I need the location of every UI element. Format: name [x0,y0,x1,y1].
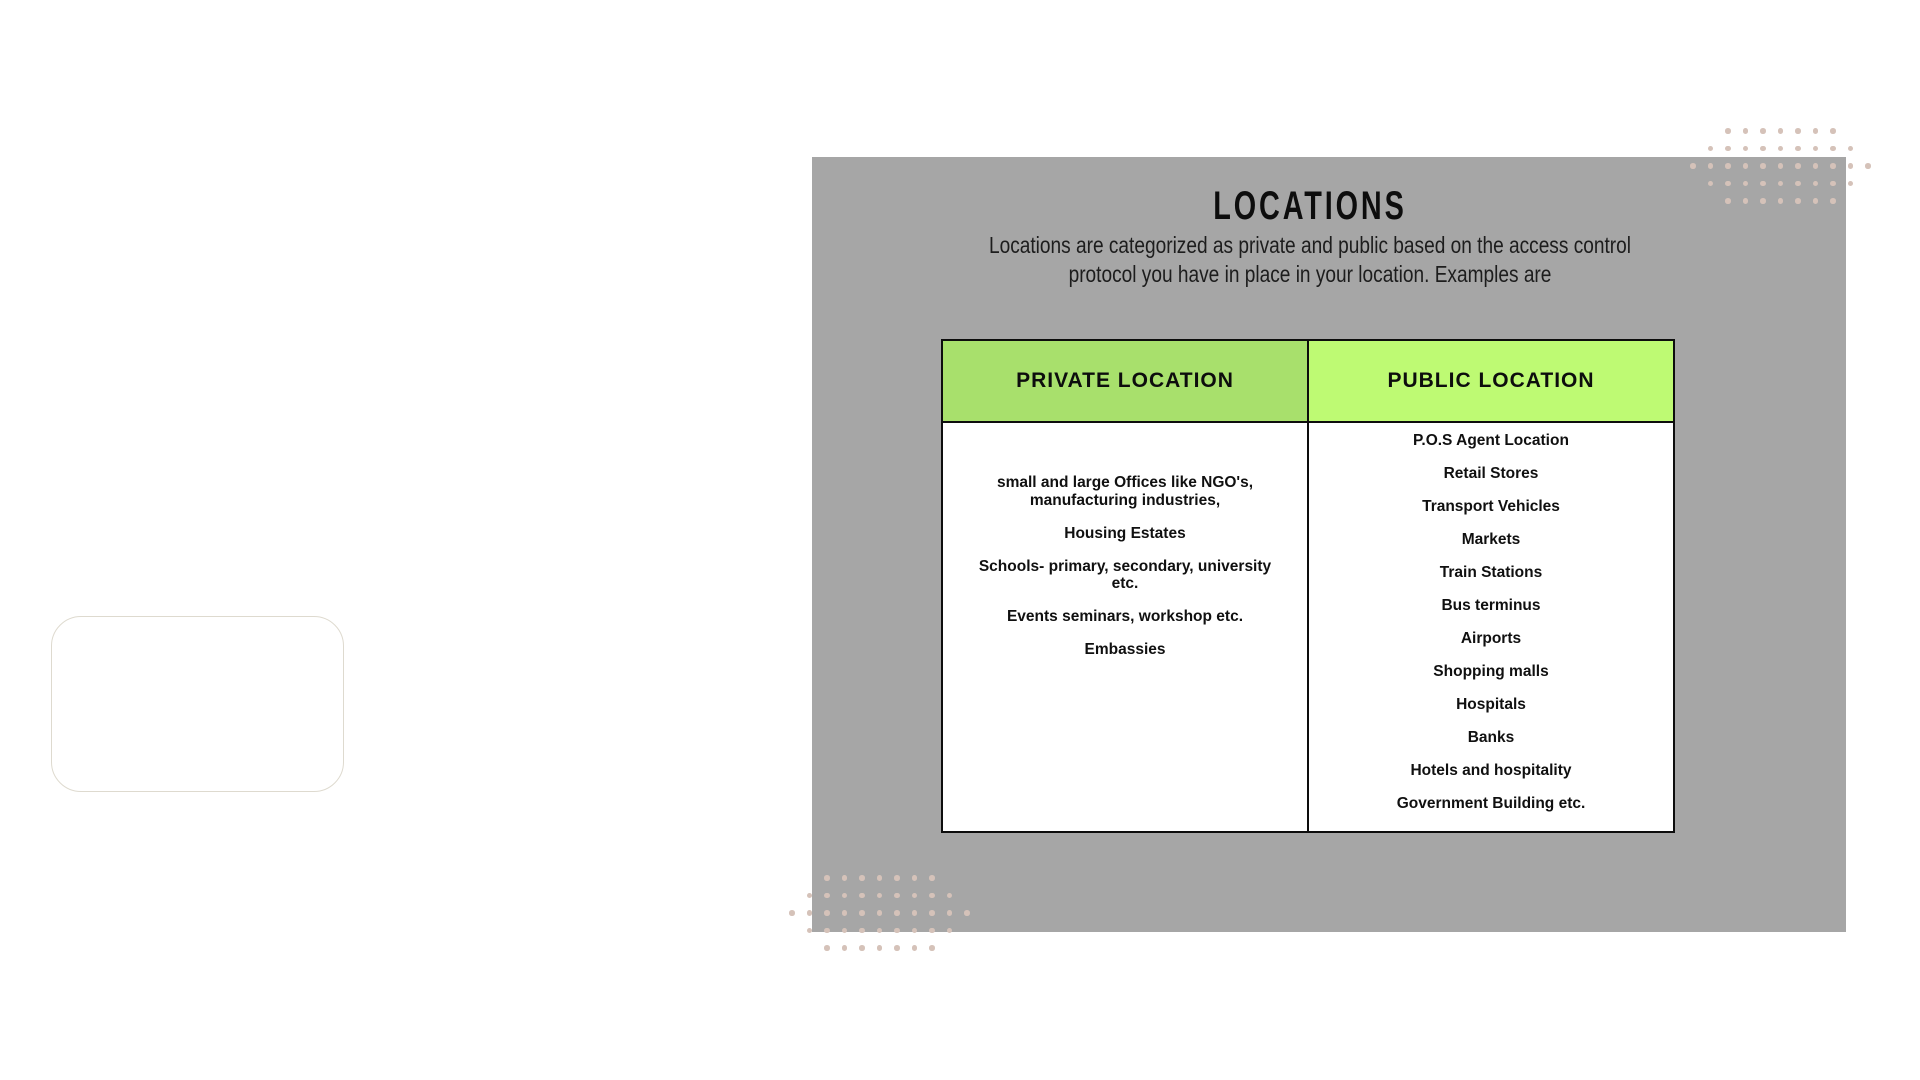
dot [1778,146,1784,152]
dot [842,928,848,934]
location-item-line: small and large Offices like NGO's, [996,474,1254,491]
dot [1848,181,1854,187]
location-item-line: Airports [1460,630,1522,647]
dot [877,945,883,951]
location-item-line: Hospitals [1456,696,1526,713]
dot [1743,198,1749,204]
dot [824,928,830,934]
dot-row [807,928,953,934]
public-location-header: PUBLIC LOCATION [1307,341,1673,421]
dot [929,910,935,916]
dot [877,875,883,881]
dot [964,910,970,916]
location-item [1309,597,1673,615]
dot [842,875,848,881]
page-subtitle [910,231,1710,288]
dot [1778,198,1784,204]
location-item-line: Shopping malls [1433,663,1549,680]
table-header-row [943,341,1673,423]
location-item [1309,729,1673,747]
dot [842,893,848,899]
location-item-line: Bus terminus [1441,597,1541,614]
dot [1760,181,1766,187]
dot [1725,181,1731,187]
location-item-line: Housing Estates [1064,524,1186,542]
dot [1848,163,1854,169]
dot-row [789,910,970,916]
location-item-line: Government Building etc. [1396,795,1586,812]
dot [1813,163,1819,169]
location-item-line: manufacturing industries, [1029,491,1221,509]
location-item [1309,498,1673,516]
locations-table [941,339,1675,833]
location-item [943,641,1307,659]
dot [912,910,918,916]
dot-pattern-bottom-left [789,875,970,951]
dot [947,910,953,916]
location-item-line: Banks [1467,729,1515,746]
page-title: LOCATIONS [1213,184,1407,228]
location-item [1309,465,1673,483]
dot [947,928,953,934]
location-item [1309,630,1673,648]
location-item-line: etc. [1111,575,1139,592]
location-item-line: Transport Vehicles [1422,498,1560,515]
dot [1690,163,1696,169]
dot [912,875,918,881]
dot [1813,146,1819,152]
dot [912,945,918,951]
dot [807,910,813,916]
dot [1813,128,1819,134]
dot [1795,128,1801,134]
dot [859,910,865,916]
dot-row [1690,163,1871,169]
dot-row [1725,198,1836,204]
dot [1743,181,1749,187]
dot [859,893,865,899]
dot [947,893,953,899]
dot [929,875,935,881]
dot [824,893,830,899]
subtitle-line: Locations are categorized as private and public based on the access control [988,232,1632,258]
dot [1830,198,1836,204]
dot [824,875,830,881]
location-item-line: Hotels and hospitality [1410,762,1572,779]
location-item-line: Train Stations [1439,564,1543,581]
dot [807,893,813,899]
dot [1778,163,1784,169]
dot [842,945,848,951]
dot [1813,181,1819,187]
dot [1795,181,1801,187]
table-body-row [943,423,1673,831]
public-location-cell [1307,423,1673,831]
dot [877,928,883,934]
dot [1725,163,1731,169]
location-item-line: Events seminars, workshop etc. [1006,608,1244,625]
dot [1865,163,1871,169]
dot [1743,146,1749,152]
dot [929,928,935,934]
dot [1743,163,1749,169]
location-item [943,608,1307,626]
dot [1848,146,1854,152]
dot [1725,128,1731,134]
dot-row [824,875,935,881]
subtitle-line: protocol you have in place in your location. Examples are [1068,260,1552,287]
dot [929,945,935,951]
dot [1708,163,1714,169]
dot [1708,146,1714,152]
location-item-line: Embassies [1084,641,1166,658]
private-location-header: PRIVATE LOCATION [943,341,1307,421]
location-item [1309,531,1673,549]
dot [1760,163,1766,169]
dot [1795,163,1801,169]
location-item [1309,696,1673,714]
dot [1778,128,1784,134]
dot [1778,181,1784,187]
dot [894,910,900,916]
location-item [1309,795,1673,813]
dot [1830,146,1836,152]
dot-row [1708,181,1854,187]
private-location-cell [943,423,1307,831]
dot [1813,198,1819,204]
location-item [943,558,1307,593]
location-item [943,525,1307,543]
location-item [943,474,1307,509]
location-item [1309,663,1673,681]
empty-card-outline [51,616,344,792]
dot [1795,198,1801,204]
location-item-line: P.O.S Agent Location [1413,432,1569,449]
dot [894,893,900,899]
dot [1830,181,1836,187]
dot [1760,128,1766,134]
location-item-line: Markets [1461,531,1521,548]
dot [929,893,935,899]
location-item-line: Schools- primary, secondary, university [978,557,1272,575]
dot-row [824,945,935,951]
dot [894,875,900,881]
location-item [1309,762,1673,780]
dot [894,945,900,951]
dot [877,893,883,899]
location-item [1309,432,1673,450]
dot [807,928,813,934]
dot [824,910,830,916]
dot [1708,181,1714,187]
location-item-line: Retail Stores [1443,465,1539,482]
dot [1743,128,1749,134]
dot [824,945,830,951]
dot [1725,146,1731,152]
dot [859,928,865,934]
dot [912,928,918,934]
dot [859,875,865,881]
dot [894,928,900,934]
dot-row [1708,146,1854,152]
dot [1830,128,1836,134]
dot [1760,198,1766,204]
dot [1760,146,1766,152]
dot [789,910,795,916]
location-item [1309,564,1673,582]
dot-pattern-top-right [1690,128,1871,204]
dot-row [807,893,953,899]
dot [912,893,918,899]
dot [1795,146,1801,152]
dot [1830,163,1836,169]
dot [877,910,883,916]
dot [842,910,848,916]
dot [1725,198,1731,204]
dot-row [1725,128,1836,134]
dot [859,945,865,951]
